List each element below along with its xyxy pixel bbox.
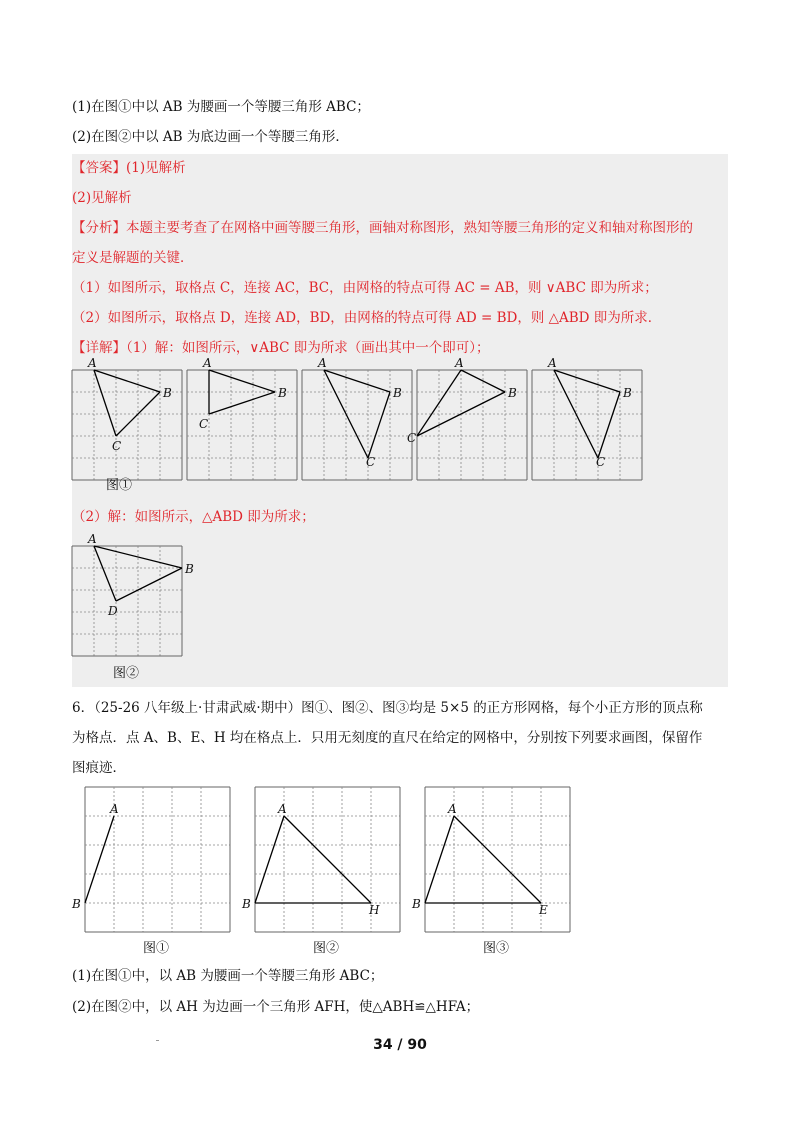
- solution-figure-1e: [532, 356, 642, 480]
- point-label-c: C: [366, 455, 376, 469]
- point-label-b: B: [72, 897, 81, 911]
- point-label-c: C: [596, 455, 606, 469]
- point-label-b: B: [278, 386, 287, 400]
- segment: [454, 816, 541, 903]
- q5-part2: (2)在图②中以 AB 为底边画一个等腰三角形．: [72, 129, 349, 145]
- point-label-a: A: [448, 802, 457, 816]
- segment: [425, 816, 454, 903]
- segment: [284, 816, 371, 903]
- solution-figure-2: [72, 532, 194, 656]
- q6-figure-1: [72, 787, 230, 932]
- point-label-c: C: [407, 431, 417, 445]
- point-label-a: A: [455, 356, 464, 370]
- point-label-a: A: [110, 802, 119, 816]
- point-label-e: E: [539, 903, 548, 917]
- q6-figure-2: [242, 787, 400, 932]
- point-label-d: D: [108, 604, 118, 618]
- detail-line-1: 【详解】（1）解：如图所示，∨ABC 即为所求（画出其中一个即可）；: [72, 340, 490, 356]
- detail-line-2: （2）解：如图所示，△ABD 即为所求；: [72, 509, 315, 525]
- point-label-c: C: [199, 417, 209, 431]
- answer-line-1: 【答案】(1)见解析: [72, 160, 186, 176]
- segment: [368, 392, 390, 458]
- analysis-step-1: （1）如图所示，取格点 C，连接 AC，BC，由网格的特点可得 AC = AB，则 ∨ABC 即为所求；: [72, 280, 658, 296]
- segment: [255, 816, 284, 903]
- point-label-b: B: [242, 897, 251, 911]
- q5-part1: (1)在图①中以 AB 为腰画一个等腰三角形 ABC；: [72, 99, 370, 115]
- point-label-h: H: [369, 903, 380, 917]
- solution-figure-1b: [187, 356, 297, 480]
- solution-figure-1d: [407, 356, 527, 480]
- q6-caption-2: 图②: [313, 941, 340, 956]
- point-label-b: B: [163, 386, 172, 400]
- answer-line-2: (2)见解析: [72, 190, 132, 206]
- point-label-a: A: [88, 356, 97, 370]
- segment: [94, 370, 116, 436]
- q6-line-1: 6．（25-26 八年级上·甘肃武威·期中）图①、图②、图③均是 5×5 的正方形网格，每个小正方形的顶点称: [72, 700, 703, 716]
- solution-figure-1-caption: 图①: [106, 478, 133, 493]
- q6-figure-3: [412, 787, 570, 932]
- segment: [461, 370, 505, 392]
- analysis-line-1: 【分析】本题主要考查了在网格中画等腰三角形，画轴对称图形，熟知等腰三角形的定义和轴对称图形的: [72, 220, 693, 236]
- solution-figure-1a: [72, 356, 182, 480]
- analysis-line-2: 定义是解题的关键．: [72, 250, 194, 266]
- solution-figure-1c: [302, 356, 412, 480]
- segment: [209, 370, 275, 392]
- point-label-a: A: [88, 532, 97, 546]
- point-label-a: A: [203, 356, 212, 370]
- point-label-a: A: [318, 356, 327, 370]
- segment: [598, 392, 620, 458]
- point-label-a: A: [548, 356, 557, 370]
- point-label-b: B: [393, 386, 402, 400]
- q6-caption-1: 图①: [143, 941, 170, 956]
- point-label-b: B: [412, 897, 421, 911]
- segment: [94, 546, 116, 601]
- segment: [85, 816, 114, 903]
- segment: [209, 392, 275, 414]
- segment: [116, 568, 182, 601]
- solution-figure-2-caption: 图②: [113, 666, 140, 681]
- point-label-b: B: [623, 386, 632, 400]
- segment: [94, 370, 160, 392]
- point-label-a: A: [278, 802, 287, 816]
- point-label-c: C: [112, 439, 122, 453]
- point-label-b: B: [508, 386, 517, 400]
- analysis-step-2: （2）如图所示，取格点 D，连接 AD，BD，由网格的特点可得 AD = BD，则 △ABD 即为所求．: [72, 310, 662, 326]
- segment: [94, 546, 182, 568]
- q6-caption-3: 图③: [483, 941, 510, 956]
- point-label-b: B: [185, 562, 194, 576]
- q6-line-2: 为格点．点 A、B、E、H 均在格点上．只用无刻度的直尺在给定的网格中，分别按下列要求画图，保留作: [72, 730, 703, 746]
- page-number: 34 / 90: [373, 1037, 427, 1053]
- q6-line-3: 图痕迹．: [72, 760, 126, 776]
- q6-part2: (2)在图②中，以 AH 为边画一个三角形 AFH，使△ABH≌△HFA；: [72, 999, 480, 1015]
- q6-part1: (1)在图①中，以 AB 为腰画一个等腰三角形 ABC；: [72, 968, 384, 984]
